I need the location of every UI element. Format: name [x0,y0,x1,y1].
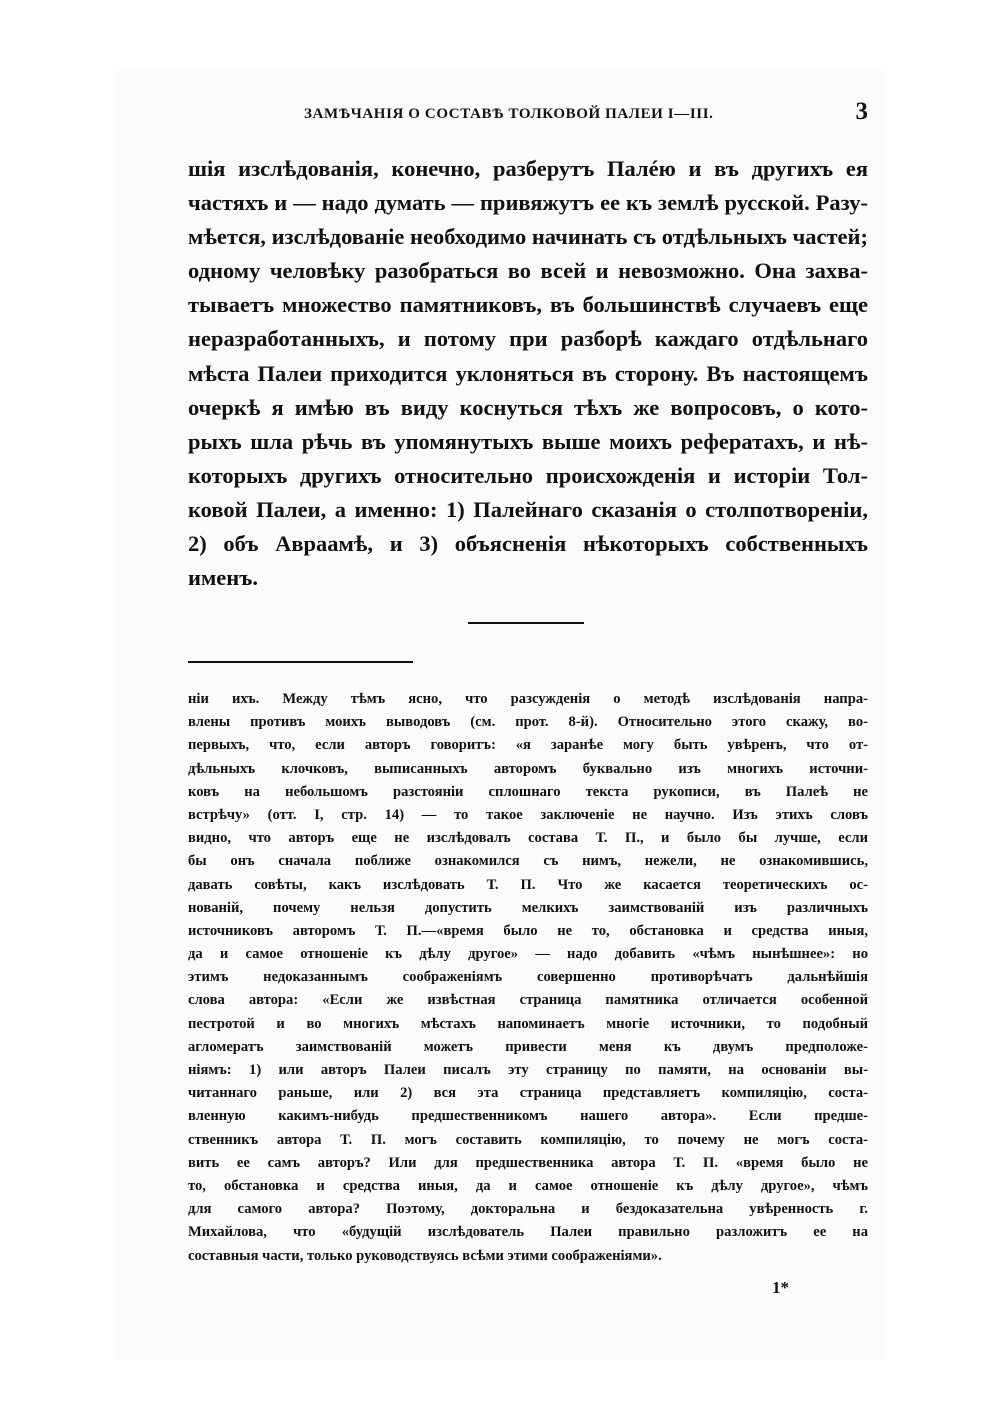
footnote-line: бы онъ сначала поближе ознакомился съ нимъ, нежели, не ознакомившись, [188,853,868,870]
footnote-line: видно, что авторъ еще не изслѣдовалъ состава Т. П., и было бы лучше, если [188,830,868,847]
footnote-line: ніи ихъ. Между тѣмъ ясно, что разсужденія о методѣ изслѣдованія напра- [188,691,868,707]
text-line: тываетъ множество памятниковъ, въ большинствѣ случаевъ еще [188,292,868,318]
footnote-block [188,688,868,1268]
footnote-line: агломератъ заимствованій можетъ привести меня къ двумъ предположе- [188,1038,868,1055]
footnote-line: ственникъ автора Т. П. могъ составить компиляцію, то почему не могъ соста- [188,1131,868,1148]
text-line: ковой Палеи, а именно: 1) Палейнаго сказанія о столпотвореніи, [188,496,868,522]
text-line: именъ. [188,565,258,591]
running-title: ЗАМѢЧАНІЯ О СОСТАВѢ ТОЛКОВОЙ ПАЛЕИ I—III. [304,106,714,122]
footnote-line: ніямъ: 1) или авторъ Палеи писалъ эту страницу по памяти, на основаніи вы- [188,1062,868,1078]
text-line: шія изслѣдованія, конечно, разберутъ Палéю и въ другихъ ея [188,156,868,181]
footnote-line: пестротой и во многихъ мѣстахъ напоминаетъ многіе источники, то подобный [188,1015,868,1032]
footnote-line: составныя части, только руководствуясь всѣми этими соображеніями». [188,1247,662,1264]
text-line: очеркѣ я имѣю въ виду коснуться тѣхъ же вопросовъ, о кото- [188,394,868,420]
footnote-line: влены противъ моихъ выводовъ (см. прот. 8-й). Относительно этого скажу, во- [188,714,868,731]
text-line: одному человѣку разобраться во всей и невозможно. Она захва- [188,258,868,284]
footnote-line: вить ее самъ авторъ? Или для предшественника автора Т. П. «время было не [188,1154,868,1171]
footnote-line: этимъ недоказаннымъ соображеніямъ совершенно противорѣчатъ дальнѣйшія [188,969,868,986]
signature-mark: 1* [772,1278,789,1297]
text-line: неразработанныхъ, и потому при разборѣ каждаго отдѣльнаго [188,326,868,352]
text-line: частяхъ и — надо думать — привяжутъ ее къ землѣ русской. Разу- [188,190,868,216]
footnote-line: Михайлова, что «будущій изслѣдователь Палеи правильно разложитъ ее на [188,1224,868,1241]
text-line: 2) объ Авраамѣ, и 3) объясненія нѣкоторыхъ собственныхъ [188,531,868,557]
main-text [188,152,868,595]
footnote-line: нованій, почему нельзя допустить мелкихъ заимствованій изъ различныхъ [188,899,868,916]
footnote-line: то, обстановка и средства иныя, да и самое отношеніе къ дѣлу другое», чѣмъ [188,1177,868,1194]
footnote-line: да и самое отношеніе къ дѣлу другое» — надо добавить «чѣмъ нынѣшнее»: но [188,946,868,963]
footnote-separator [188,661,413,663]
page-number: 3 [855,98,868,125]
footnote-line: читаннаго раньше, или 2) вся эта страница представляетъ компиляцію, соста- [188,1085,868,1102]
section-divider [468,622,584,624]
footnote-line: источниковъ авторомъ Т. П.—«время было не то, обстановка и средства иныя, [188,922,868,939]
footnote-line: дѣльныхъ клочковъ, выписанныхъ авторомъ буквально изъ многихъ источни- [188,760,868,777]
footnote-line: ковъ на небольшомъ разстояніи сплошнаго текста рукописи, въ Палеѣ не [188,783,868,800]
text-line: рыхъ шла рѣчь въ упомянутыхъ выше моихъ рефератахъ, и нѣ- [188,428,868,454]
footnote-line: первыхъ, что, если авторъ говоритъ: «я заранѣе могу быть увѣренъ, что от- [188,737,868,754]
footnote-line: давать совѣты, какъ изслѣдовать Т. П. Что же касается теоретическихъ ос- [188,876,868,893]
footnote-line: вленную какимъ-нибудь предшественникомъ нашего автора». Если предше- [188,1108,868,1125]
footnote-line: слова автора: «Если же извѣстная страница памятника отличается особенной [188,992,868,1009]
text-line: которыхъ другихъ относительно происхожденія и исторіи Тол- [188,462,868,488]
running-header [188,98,868,134]
text-line: мѣется, изслѣдованіе необходимо начинать съ отдѣльныхъ частей; [188,224,868,250]
footnote-line: для самого автора? Поэтому, докторальна и бездоказательна увѣренность г. [188,1201,868,1218]
text-line: мѣста Палеи приходится уклоняться въ сторону. Въ настоящемъ [188,360,868,386]
footnote-line: встрѣчу» (отт. I, стр. 14) — то такое заключеніе не научно. Изъ этихъ словъ [188,806,869,823]
